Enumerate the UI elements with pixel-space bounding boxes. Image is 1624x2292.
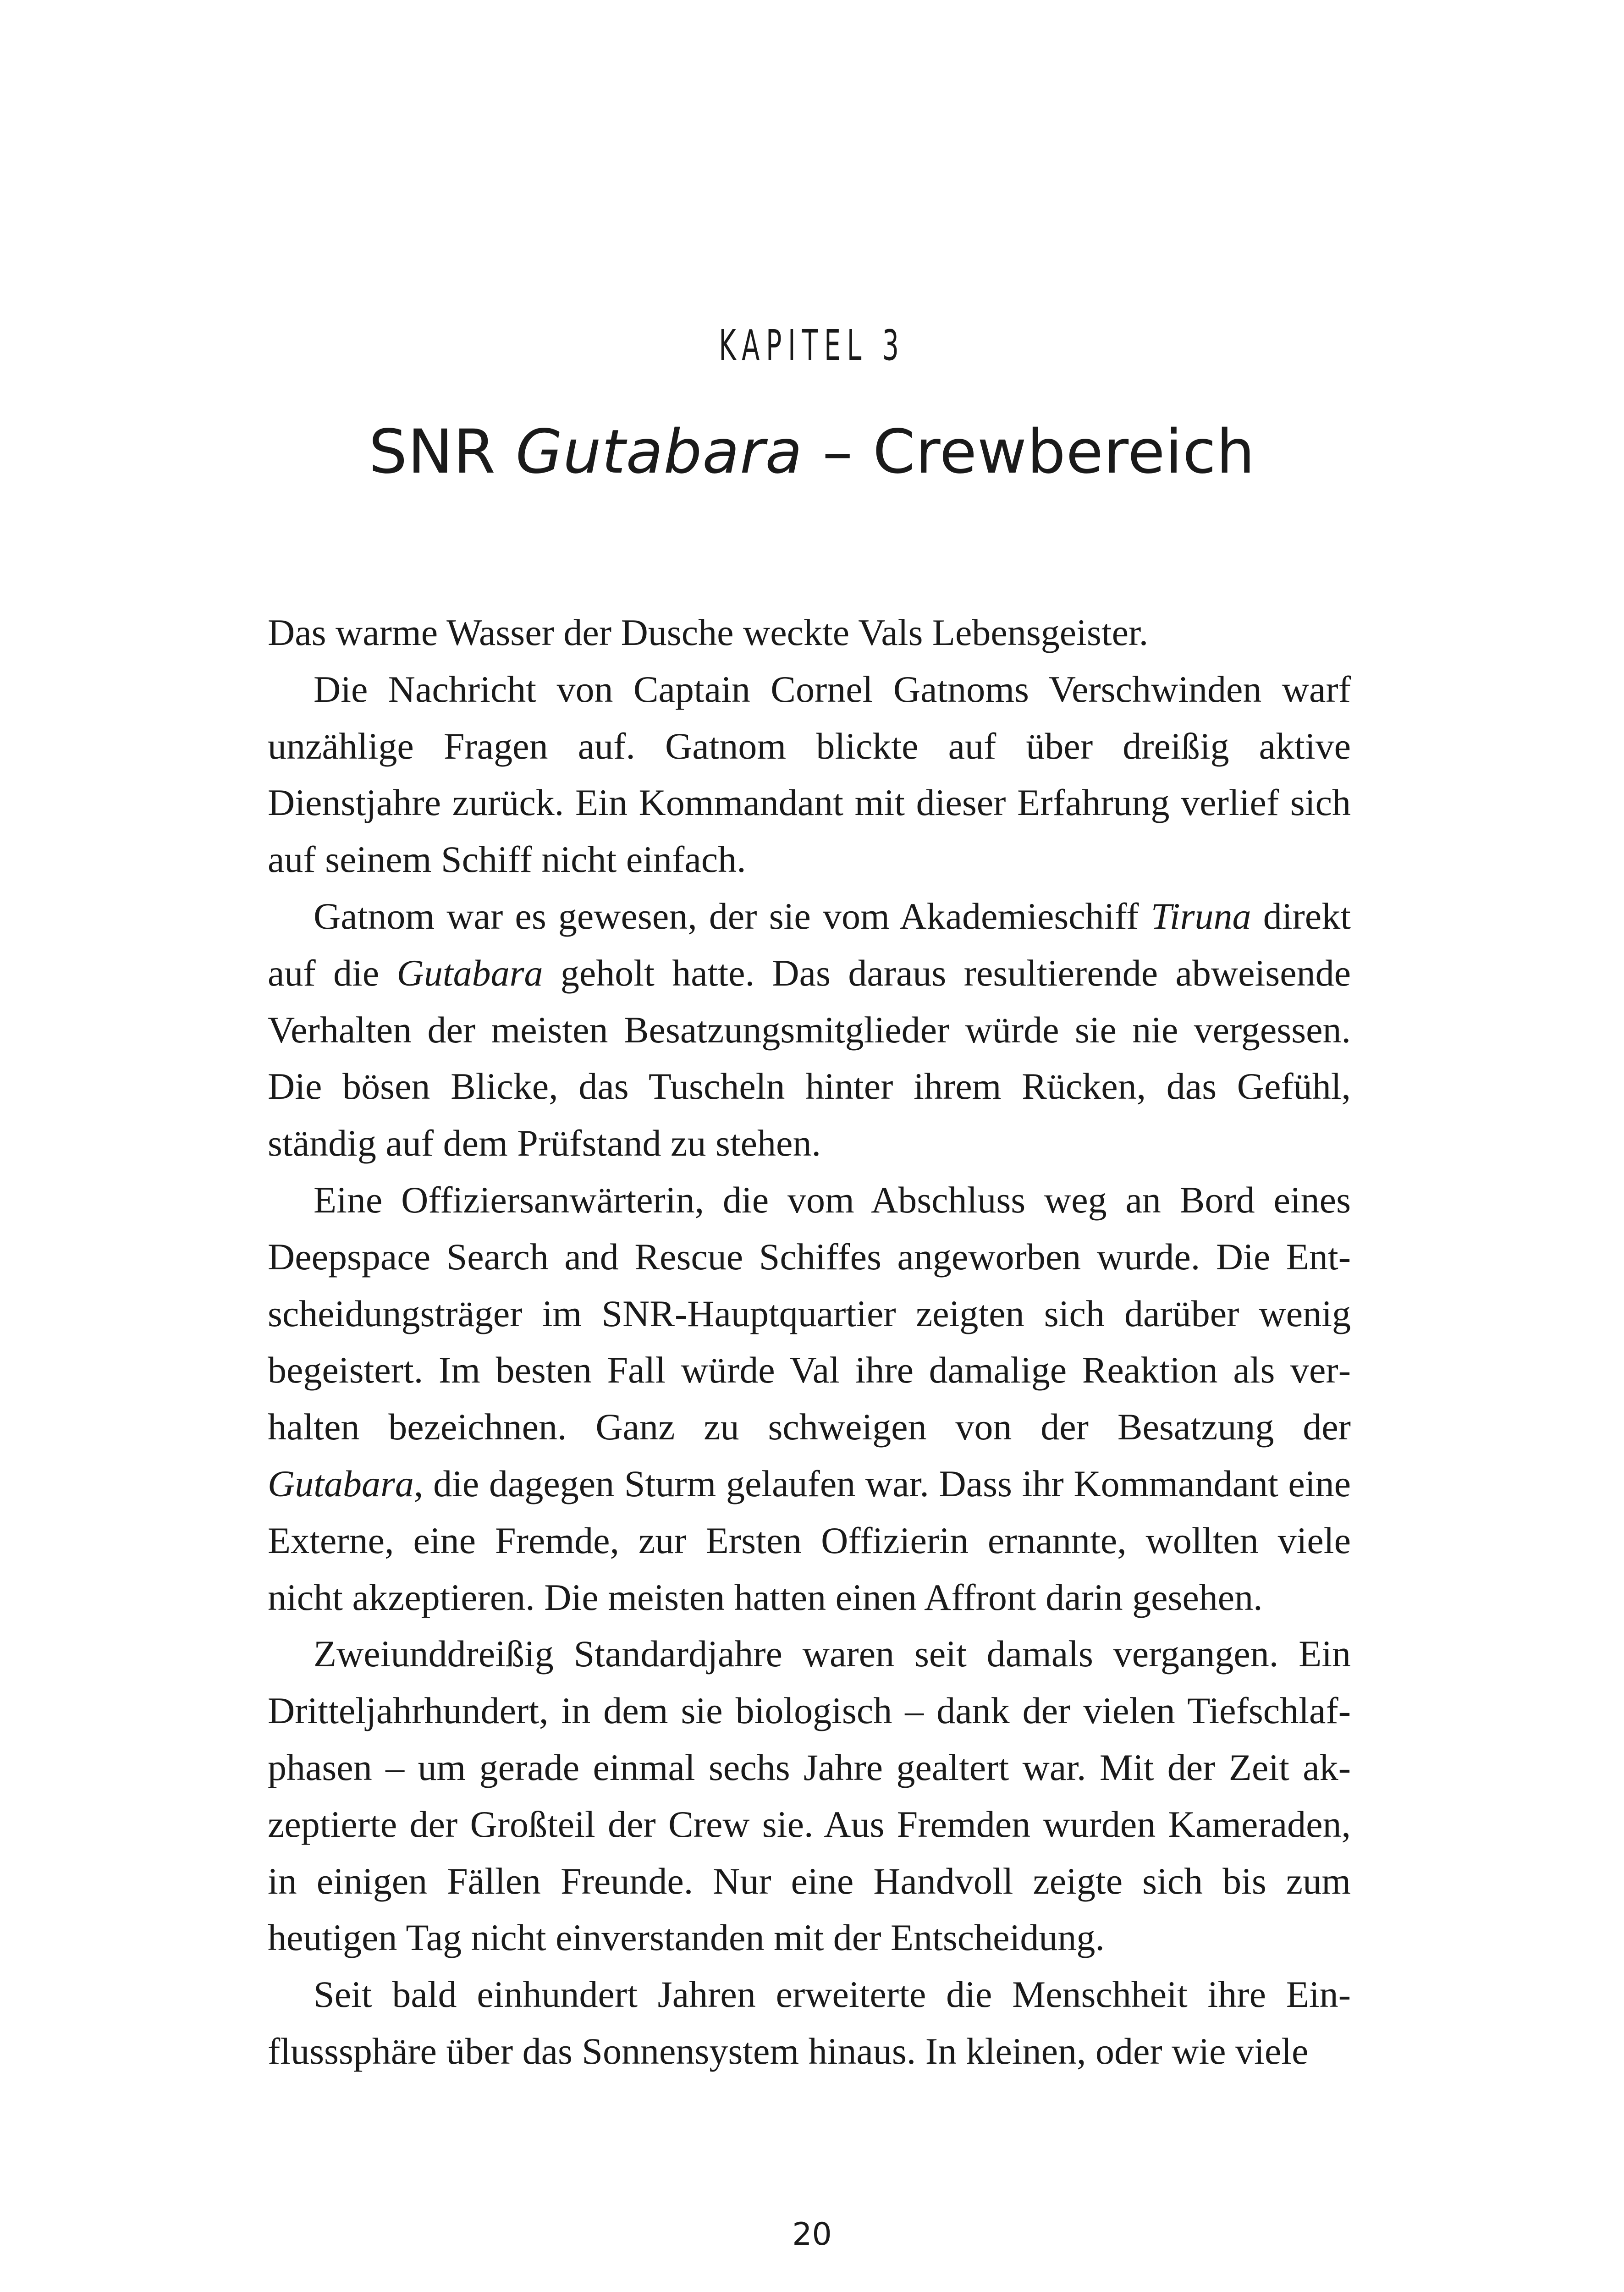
text-run: Gatnom war es gewesen, der sie vom Akademieschiff xyxy=(314,895,1151,937)
text-run: , die dagegen Sturm gelaufen war. Dass ihr Kommandant eine Externe, eine Fremde, zur Ersten Offizierin ernannte, wollten viele nicht akzeptieren. Die meisten hatten einen Affront darin gesehen. xyxy=(268,1462,1351,1618)
ship-name: Gutabara xyxy=(268,1462,414,1504)
paragraph: Zweiunddreißig Standardjahre waren seit damals vergangen. Ein Dritteljahrhundert, in dem sie biologisch – dank der vielen Tiefschlafphasen – um gerade einmal sechs Jahre gealtert war. Mit der Zeit akzeptierte der Großteil der Crew sie. Aus Fremden wurden Kameraden, in einigen Fällen Freunde. Nur eine Handvoll zeigte sich bis zum heutigen Tag nicht einverstanden mit der Entscheidung. xyxy=(268,1633,1351,1959)
text-run: Eine Offiziersanwärterin, die vom Abschluss weg an Bord eines Deepspace Search and Rescue Schiffes angeworben wurde. Die Entscheidungsträger im SNR-Hauptquartier zeigten sich darüber wenig begeistert. Im besten Fall würde Val ihre damalige Reaktion als verhalten bezeichnen. Ganz zu schweigen von der Besatzung der xyxy=(268,1179,1351,1448)
chapter-title-ship-name: Gutabara xyxy=(515,417,803,487)
chapter-title-suffix: – Crewbereich xyxy=(803,417,1255,487)
ship-name: Tiruna xyxy=(1151,895,1251,937)
ship-name: Gutabara xyxy=(396,952,543,994)
text-run: geholt hatte. Das daraus resultierende abweisende Verhalten der meisten Besatzungsmitglieder würde sie nie vergessen. Die bösen Blicke, das Tuscheln hinter ihrem Rücken, das Gefühl, ständig auf dem Prüfstand zu stehen. xyxy=(268,952,1351,1164)
page-number: 20 xyxy=(792,2216,832,2253)
chapter-label: KAPITEL 3 xyxy=(719,321,905,370)
paragraph: Das warme Wasser der Dusche weckte Vals Lebensgeister. xyxy=(268,612,1149,653)
chapter-title-prefix: SNR xyxy=(369,417,516,487)
paragraph xyxy=(268,1172,1351,1625)
body-text xyxy=(268,604,1351,2080)
paragraph: Seit bald einhundert Jahren erweiterte die Menschheit ihre Einflusssphäre über das Sonnensystem hinaus. In kleinen, oder wie viele xyxy=(268,1973,1351,2072)
text-run: direkt auf die xyxy=(268,895,1351,994)
paragraph: Die Nachricht von Captain Cornel Gatnoms Verschwinden warf unzählige Fragen auf. Gatnom blickte auf über dreißig aktive Dienstjahre zurück. Ein Kommandant mit dieser Erfahrung verlief sich auf seinem Schiff nicht einfach. xyxy=(268,668,1351,881)
paragraph xyxy=(268,888,1351,1172)
chapter-title xyxy=(0,417,1624,487)
